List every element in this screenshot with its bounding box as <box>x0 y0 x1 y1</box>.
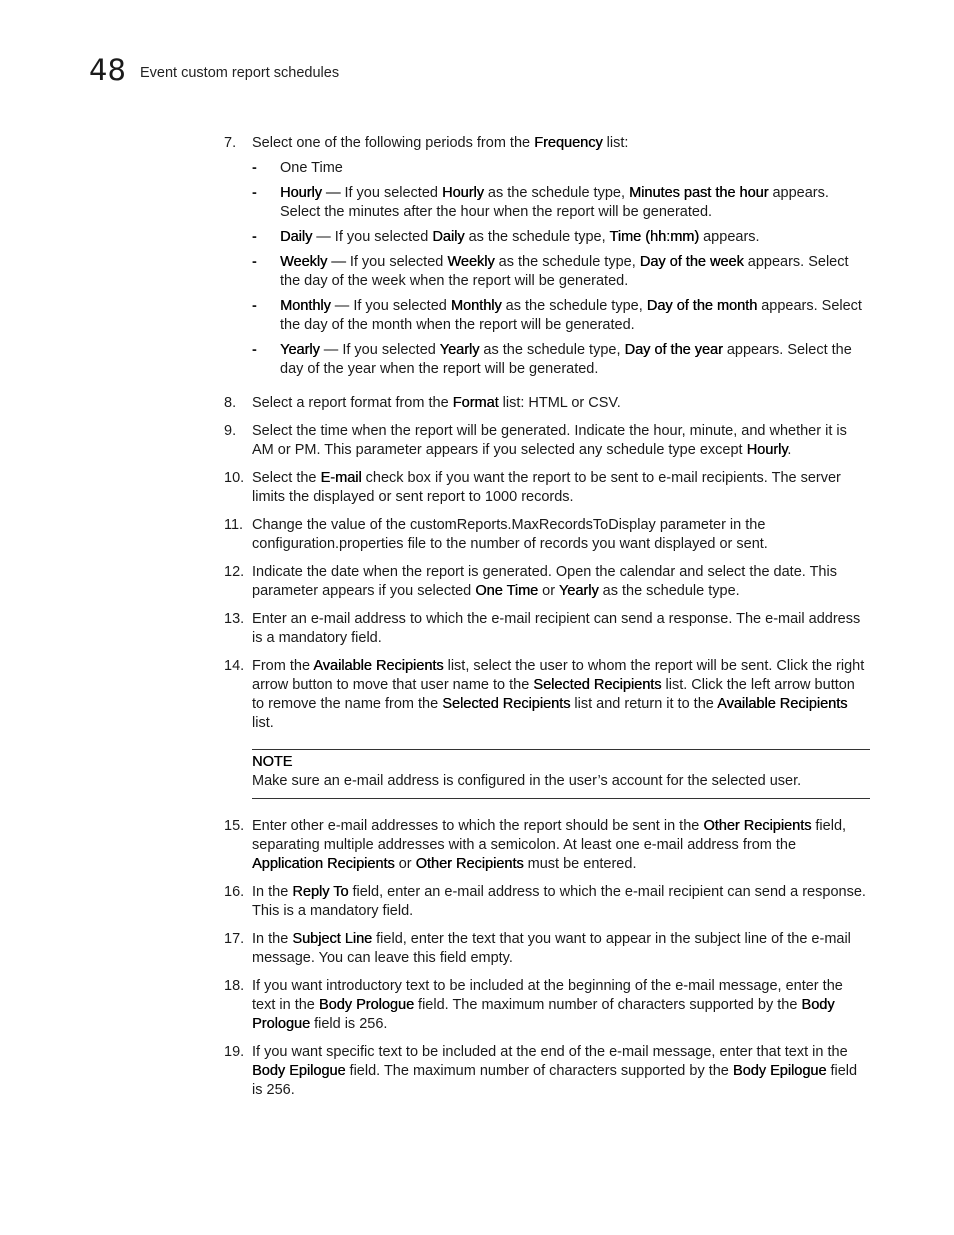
ui-term: Body Prologue <box>318 997 415 1013</box>
text: list and return it to the <box>570 696 718 712</box>
text: list. Click the left arrow button to remove the name from the <box>252 677 855 712</box>
step-number: 12. <box>224 564 245 580</box>
ui-term: Day of the week <box>639 254 744 270</box>
text: list: HTML or CSV. <box>498 395 621 411</box>
ui-term: Body Epilogue <box>732 1063 827 1079</box>
ui-term: Minutes past the hour <box>629 185 769 201</box>
step-number: 17. <box>224 931 245 947</box>
text: field. The maximum number of characters supported by the <box>414 997 802 1013</box>
ui-term: Monthly <box>450 298 502 314</box>
note-box <box>252 749 870 799</box>
ui-term: Weekly <box>447 254 495 270</box>
ui-term: One Time <box>475 583 539 599</box>
step-body <box>252 1043 870 1100</box>
ui-term: Other Recipients <box>703 818 812 834</box>
ui-term: Other Recipients <box>415 856 524 872</box>
step-number: 8. <box>224 395 237 411</box>
ui-term: Hourly <box>442 185 484 201</box>
ui-term: Available Recipients <box>313 658 444 674</box>
step-9 <box>224 422 870 460</box>
ui-term: Hourly <box>280 185 322 201</box>
text: From the <box>252 658 314 674</box>
text: field is 256. <box>252 1063 858 1098</box>
text: appears. Select the day of the week when the report will be generated. <box>280 254 849 289</box>
text: as the schedule type, <box>483 185 629 201</box>
step-body <box>252 817 870 874</box>
step-body <box>252 563 870 601</box>
ui-term: Yearly <box>439 342 480 358</box>
separator: — <box>319 342 343 358</box>
ui-term: Monthly <box>280 298 331 314</box>
separator: — <box>312 229 335 245</box>
ui-term: Weekly <box>280 254 328 270</box>
chapter-number: 48 <box>89 53 126 87</box>
ui-term: E-mail <box>320 470 362 486</box>
text: Enter other e-mail addresses to which the report should be sent in the <box>252 818 704 834</box>
text: list. <box>252 715 274 731</box>
text: field, enter an e-mail address to which the e-mail recipient can send a response. This is a mandatory field. <box>252 884 866 919</box>
text: If you selected <box>344 185 442 201</box>
text: check box if you want the report to be sent to e-mail recipients. The server limits the displayed or sent report to 1000 records. <box>252 470 841 505</box>
list-item <box>252 253 870 291</box>
step-15 <box>224 817 870 874</box>
text: If you want specific text to be included at the end of the e-mail message, enter that text in the <box>252 1044 848 1060</box>
step-18 <box>224 977 870 1034</box>
ui-term: Frequency <box>534 135 603 151</box>
text: One Time <box>280 160 343 176</box>
text: field, enter the text that you want to appear in the subject line of the e-mail message. You can leave this field empty. <box>252 931 851 966</box>
step-12 <box>224 563 870 601</box>
text: Select a report format from the <box>252 395 453 411</box>
step-body: Change the value of the customReports.MaxRecordsToDisplay parameter in the configuration.properties file to the number of records you want displayed or sent. <box>252 517 768 552</box>
list-item <box>252 341 870 379</box>
dash-icon: - <box>252 185 257 201</box>
step-number: 14. <box>224 658 245 674</box>
step-11 <box>224 516 870 554</box>
ui-term: Selected Recipients <box>442 696 571 712</box>
ui-term: Day of the year <box>624 342 723 358</box>
text: If you selected <box>349 254 448 270</box>
step-body <box>252 134 870 385</box>
frequency-list <box>252 159 870 379</box>
step-14 <box>224 657 870 733</box>
dash-icon: - <box>252 342 257 358</box>
step-body <box>252 657 870 733</box>
text: must be entered. <box>523 856 637 872</box>
step-body: Enter an e-mail address to which the e-mail recipient can send a response. The e-mail address is a mandatory field. <box>252 611 861 646</box>
step-body <box>252 394 870 413</box>
dash-icon: - <box>252 229 257 245</box>
dash-icon: - <box>252 160 257 176</box>
text: as the schedule type, <box>464 229 610 245</box>
text: In the <box>252 884 293 900</box>
dash-icon: - <box>252 298 257 314</box>
text: Select the time when the report will be generated. Indicate the hour, minute, and whether it is AM or PM. This parameter appears if you selected any schedule type except <box>252 423 847 458</box>
text: as the schedule type, <box>479 342 625 358</box>
note-label: NOTE <box>252 754 293 770</box>
ui-term: Available Recipients <box>717 696 848 712</box>
separator: — <box>321 185 345 201</box>
step-body <box>252 883 870 921</box>
dash-icon: - <box>252 254 257 270</box>
step-body <box>252 977 870 1034</box>
ui-term: Hourly <box>746 442 788 458</box>
step-number: 7. <box>224 135 237 151</box>
ui-term: Time (hh:mm) <box>609 229 700 245</box>
text: as the schedule type, <box>494 254 640 270</box>
page-content <box>224 134 870 1109</box>
step-13 <box>224 610 870 648</box>
text: Indicate the date when the report is generated. Open the calendar and select the date. This parameter appears if you selected <box>252 564 837 599</box>
text: field is 256. <box>310 1016 388 1032</box>
text: If you want introductory text to be included at the beginning of the e-mail message, enter the text in the <box>252 978 843 1013</box>
ui-term: Selected Recipients <box>533 677 662 693</box>
text: appears. <box>699 229 760 245</box>
ui-term: Reply To <box>292 884 349 900</box>
text: If you selected <box>353 298 451 314</box>
text: appears. Select the day of the month when the report will be generated. <box>280 298 862 333</box>
text: In the <box>252 931 293 947</box>
note-text: Make sure an e-mail address is configured in the user’s account for the selected user. <box>252 773 802 789</box>
text: as the schedule type, <box>501 298 647 314</box>
step-8 <box>224 394 870 413</box>
ui-term: Day of the month <box>646 298 758 314</box>
list-item <box>252 228 870 247</box>
ui-term: Format <box>452 395 499 411</box>
step-body <box>252 469 870 507</box>
list-item <box>252 297 870 335</box>
step-number: 19. <box>224 1044 245 1060</box>
text: Select the <box>252 470 321 486</box>
step-number: 9. <box>224 423 237 439</box>
step-16 <box>224 883 870 921</box>
list-item <box>252 184 870 222</box>
separator: — <box>330 298 354 314</box>
step-body <box>252 930 870 968</box>
step-19 <box>224 1043 870 1100</box>
chapter-title: Event custom report schedules <box>140 65 340 81</box>
text: or <box>394 856 416 872</box>
step-10 <box>224 469 870 507</box>
text: as the schedule type. <box>598 583 740 599</box>
step-number: 13. <box>224 611 245 627</box>
ui-term: Body Prologue <box>252 997 835 1032</box>
step-number: 16. <box>224 884 245 900</box>
text: field, separating multiple addresses with a semicolon. At least one e-mail address from the <box>252 818 847 853</box>
text: If you selected <box>334 229 433 245</box>
step-7 <box>224 134 870 385</box>
text: appears. Select the minutes after the hour when the report will be generated. <box>280 185 829 220</box>
step-number: 10. <box>224 470 245 486</box>
text: list, select the user to whom the report will be sent. Click the right arrow button to move that user name to the <box>252 658 865 693</box>
ui-term: Yearly <box>280 342 320 358</box>
ui-term: Daily <box>280 229 313 245</box>
ui-term: Body Epilogue <box>252 1063 346 1079</box>
separator: — <box>327 254 350 270</box>
text: appears. Select the day of the year when the report will be generated. <box>280 342 852 377</box>
text: . <box>787 442 792 458</box>
text: list: <box>602 135 629 151</box>
text: field. The maximum number of characters supported by the <box>345 1063 733 1079</box>
step-number: 11. <box>224 517 244 533</box>
step-17 <box>224 930 870 968</box>
text: Select one of the following periods from the <box>252 135 535 151</box>
ui-term: Yearly <box>558 583 599 599</box>
ui-term: Subject Line <box>292 931 373 947</box>
ui-term: Application Recipients <box>252 856 395 872</box>
ui-term: Daily <box>432 229 465 245</box>
step-number: 18. <box>224 978 245 994</box>
step-body <box>252 422 870 460</box>
step-number: 15. <box>224 818 245 834</box>
list-item <box>252 159 870 178</box>
text: If you selected <box>342 342 440 358</box>
text: or <box>538 583 559 599</box>
